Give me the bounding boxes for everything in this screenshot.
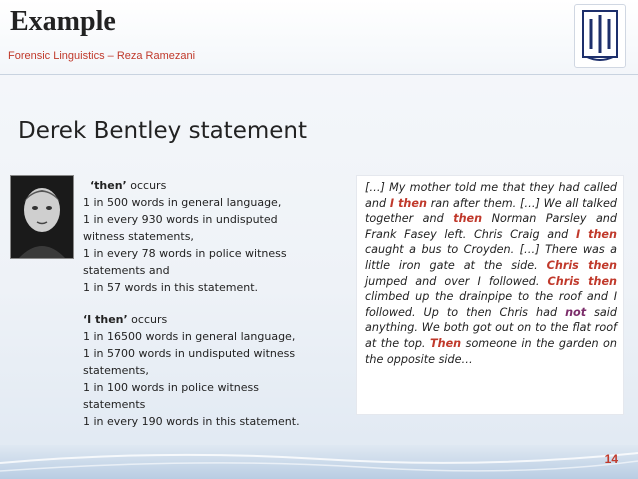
block2-heading — [83, 311, 343, 328]
block2-term: ‘I then’ — [83, 313, 128, 326]
quote-highlight: Then — [429, 336, 462, 350]
block2-line: 1 in every 190 words in this statement. — [83, 415, 300, 428]
quote-segment: ran after them. […] We all talked together and — [365, 196, 617, 226]
statement-quote-box — [356, 175, 624, 415]
block1-line: 1 in 500 words in general language, — [83, 196, 282, 209]
footer-band — [0, 445, 638, 479]
block1-line: witness statements, — [83, 230, 194, 243]
portrait-photo — [10, 175, 74, 259]
block2-line: 1 in 100 words in police witness — [83, 381, 260, 394]
block1-heading — [83, 177, 343, 194]
block2-line: statements, — [83, 364, 149, 377]
quote-highlight: then — [453, 212, 483, 226]
block1-term: ‘then’ — [90, 179, 127, 192]
quote-segment: climbed up the drainpipe to the roof and I followed. Up to then Chris had — [365, 290, 617, 319]
block2-line: statements — [83, 398, 146, 411]
quote-segment: jumped and over I followed. — [365, 274, 548, 288]
quote-highlight: I then — [389, 196, 427, 210]
quote-segment: […] My mother told me that they had called and — [365, 181, 617, 210]
statement-quote — [365, 180, 617, 367]
slide-subtitle: Forensic Linguistics – Reza Ramezani — [8, 50, 196, 62]
block1-line: statements and — [83, 264, 170, 277]
block2-line: 1 in 16500 words in general language, — [83, 330, 296, 343]
university-logo-icon — [574, 4, 626, 68]
statistics-column — [83, 177, 343, 430]
block1-term-suffix: occurs — [126, 179, 167, 192]
quote-highlight-not: not — [565, 305, 587, 319]
quote-segment: someone in the garden on the opposite side… — [365, 336, 617, 366]
block2-term-suffix: occurs — [127, 313, 168, 326]
quote-segment: Norman Parsley and Frank Fasey left. Chris Craig and — [365, 212, 617, 241]
quote-highlight: Chris then — [546, 258, 617, 272]
block2-line: 1 in 5700 words in undisputed witness — [83, 347, 296, 360]
block1-line: 1 in every 930 words in undisputed — [83, 213, 278, 226]
quote-highlight: I then — [575, 227, 617, 241]
block1-line: 1 in 57 words in this statement. — [83, 281, 259, 294]
slide-heading: Derek Bentley statement — [18, 118, 307, 144]
quote-highlight: Chris then — [547, 274, 618, 288]
slide-header — [0, 0, 638, 75]
page-number: 14 — [604, 452, 618, 466]
block1-line: 1 in every 78 words in police witness — [83, 247, 287, 260]
quote-segment: said anything. We both got out on to the flat roof at the top. — [365, 305, 617, 350]
quote-segment: caught a bus to Croyden. […] There was a little iron gate at the side. — [365, 243, 617, 272]
slide-title: Example — [10, 6, 116, 37]
